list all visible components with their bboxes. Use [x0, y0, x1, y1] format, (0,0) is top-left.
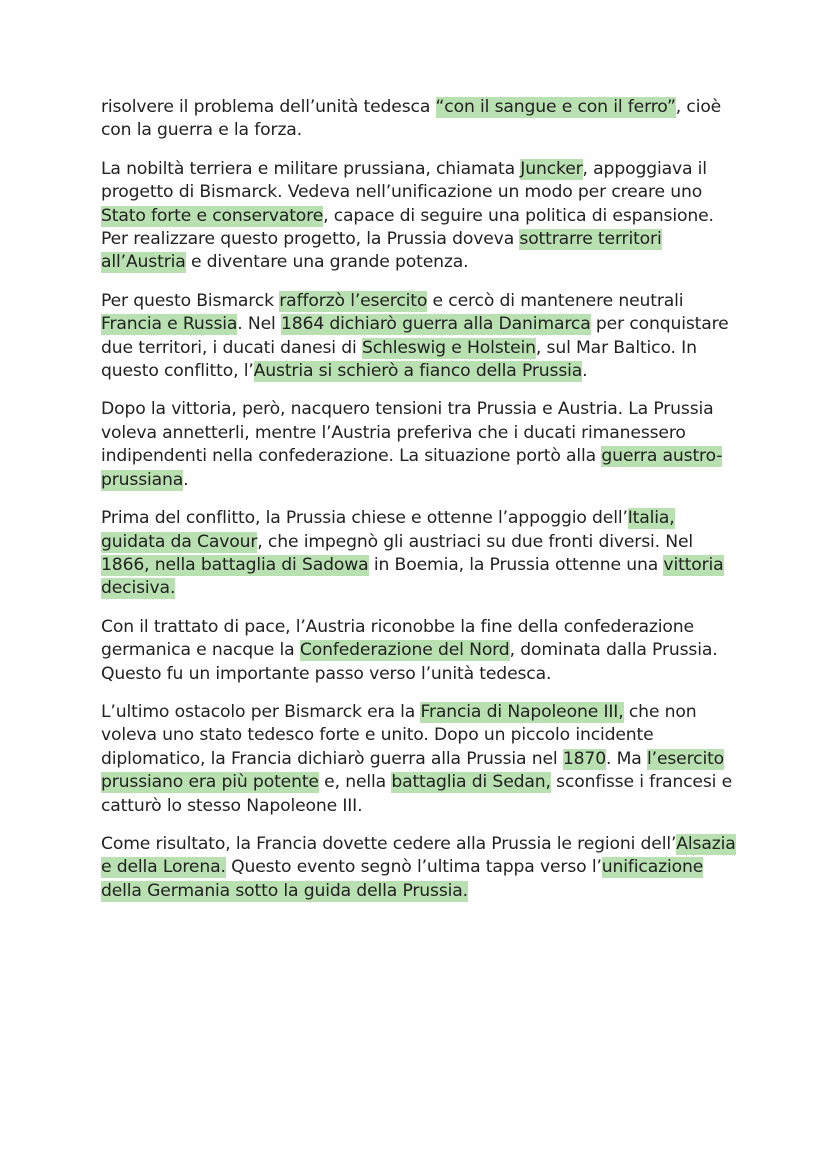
highlighted-text: battaglia di Sedan,	[391, 772, 551, 793]
text-run: , dominata dalla Prussia. Questo fu un importante passo verso l’unità tedesca.	[101, 640, 718, 684]
highlighted-text: Juncker	[520, 158, 583, 179]
highlighted-text: sottrarre territori all’Austria	[101, 229, 662, 273]
highlighted-text: Italia, guidata da Cavour	[101, 508, 675, 552]
highlighted-text: l’esercito prussiano era più potente	[101, 748, 725, 793]
paragraph-3	[101, 290, 738, 384]
text-run: risolvere il problema dell’unità tedesca	[101, 97, 436, 117]
highlighted-text: Francia e Russia	[101, 314, 238, 335]
text-run: .	[183, 469, 189, 490]
text-run: Per questo Bismarck	[101, 290, 280, 311]
paragraph-7	[101, 701, 738, 818]
text-run: , capace di seguire una politica di espansione. Per realizzare questo progetto, la Prussia doveva	[101, 205, 714, 250]
text-run: , appoggiava il progetto di Bismarck. Vedeva nell’unificazione un modo per creare uno	[101, 158, 707, 203]
highlighted-text: rafforzò l’esercito	[279, 290, 428, 311]
text-run: , cioè con la guerra e la forza.	[101, 97, 722, 141]
text-run: , sul Mar Baltico. In questo conflitto, l’	[101, 337, 697, 382]
text-run: per conquistare due territori, i ducati danesi di	[101, 314, 729, 358]
text-run: .	[582, 361, 588, 382]
highlighted-text: 1864 dichiarò guerra alla Danimarca	[280, 314, 591, 335]
paragraph-1	[101, 96, 738, 143]
highlighted-text: Confederazione del Nord	[299, 640, 510, 661]
paragraph-5	[101, 507, 738, 601]
text-run: , che impegnò gli austriaci su due fronti diversi. Nel	[257, 531, 694, 552]
highlighted-text: guerra austro-prussiana	[101, 446, 723, 490]
highlighted-text: unificazione della Germania sotto la guida della Prussia.	[101, 857, 704, 901]
text-run: Prima del conflitto, la Prussia chiese e ottenne l’appoggio dell’	[101, 508, 628, 529]
highlighted-text: vittoria decisiva.	[101, 554, 724, 599]
text-run: Come risultato, la Francia dovette cedere alla Prussia le regioni dell’	[101, 833, 677, 854]
highlighted-text: Francia di Napoleone III,	[420, 701, 624, 722]
highlighted-text: 1870	[562, 748, 606, 769]
text-run: L’ultimo ostacolo per Bismarck era la	[101, 701, 421, 722]
text-run: e cercò di mantenere neutrali	[427, 290, 684, 311]
highlighted-text: Stato forte e conservatore	[101, 205, 324, 226]
text-run: Dopo la vittoria, però, nacquero tensioni tra Prussia e Austria. La Prussia voleva annetterli, mentre l’Austria preferiva che i ducati rimanessero indipendenti nella confederazione. La situazione portò alla	[101, 399, 714, 467]
highlighted-text: Alsazia e della Lorena.	[101, 833, 736, 878]
paragraph-2	[101, 158, 738, 275]
text-run: Con il trattato di pace, l’Austria riconobbe la fine della confederazione germanica e nacque la	[101, 616, 694, 661]
text-run: in Boemia, la Prussia ottenne una	[368, 554, 664, 575]
highlighted-text: Schleswig e Holstein	[361, 337, 536, 358]
text-run: . Ma	[606, 748, 648, 769]
highlighted-text: Austria si schierò a fianco della Prussia	[253, 361, 583, 382]
paragraph-8	[101, 833, 738, 903]
paragraph-6	[101, 616, 738, 686]
text-run: e, nella	[318, 772, 392, 793]
text-run: Questo evento segnò l’ultima tappa verso l’	[225, 857, 602, 878]
text-run: e diventare una grande potenza.	[185, 252, 469, 273]
text-run: che non voleva uno stato tedesco forte e unito. Dopo un piccolo incidente diplomatico, la Francia dichiarò guerra alla Prussia nel	[101, 701, 697, 769]
text-run: . Nel	[237, 314, 281, 335]
paragraph-4	[101, 398, 738, 492]
text-run: La nobiltà terriera e militare prussiana, chiamata	[101, 158, 521, 179]
highlighted-text: 1866, nella battaglia di Sadowa	[101, 554, 369, 575]
text-run: sconfisse i francesi e catturò lo stesso Napoleone III.	[101, 772, 733, 816]
highlighted-text: “con il sangue e con il ferro”	[435, 97, 676, 117]
